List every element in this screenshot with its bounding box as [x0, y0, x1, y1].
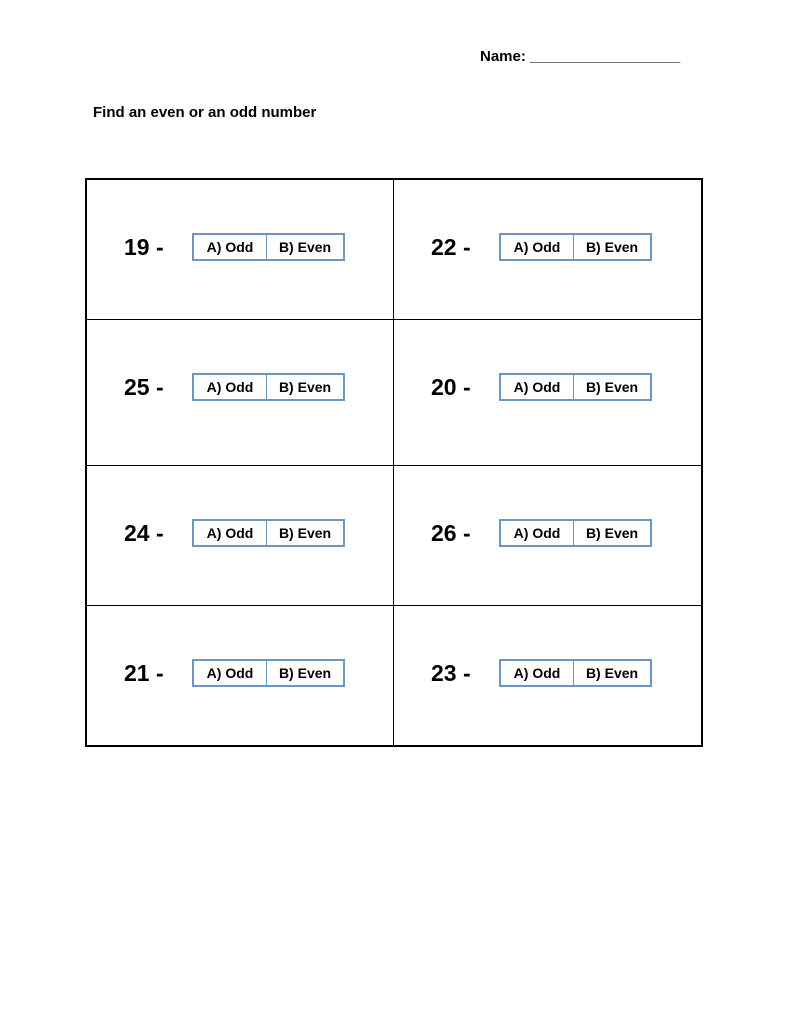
question-cell [394, 180, 701, 320]
answer-choices [192, 233, 345, 261]
option-even-button[interactable]: B) Even [585, 239, 639, 255]
option-odd-button[interactable]: A) Odd [194, 521, 267, 545]
answer-choices [499, 233, 652, 261]
option-even-button[interactable]: B) Even [585, 379, 639, 395]
question-cell [394, 466, 701, 606]
question [124, 659, 345, 687]
answer-choices [499, 373, 652, 401]
option-even-button[interactable]: B) Even [585, 665, 639, 681]
question [431, 659, 652, 687]
question-number: 21 - [124, 659, 164, 686]
instructions-heading: Find an even or an odd number [93, 104, 317, 121]
question [124, 373, 345, 401]
option-odd-button[interactable]: A) Odd [501, 521, 574, 545]
question [124, 519, 345, 547]
question [431, 233, 652, 261]
question-number: 20 - [431, 373, 471, 400]
question-number: 24 - [124, 519, 164, 546]
question-number: 22 - [431, 233, 471, 260]
option-odd-button[interactable]: A) Odd [194, 235, 267, 259]
question-cell [394, 606, 701, 745]
answer-choices [192, 519, 345, 547]
question-number: 19 - [124, 233, 164, 260]
option-even-button[interactable]: B) Even [278, 665, 332, 681]
option-odd-button[interactable]: A) Odd [194, 661, 267, 685]
question [124, 233, 345, 261]
question [431, 519, 652, 547]
question-grid [85, 178, 703, 747]
question-number: 23 - [431, 659, 471, 686]
option-odd-button[interactable]: A) Odd [501, 235, 574, 259]
answer-choices [499, 519, 652, 547]
option-even-button[interactable]: B) Even [585, 525, 639, 541]
question-number: 26 - [431, 519, 471, 546]
option-odd-button[interactable]: A) Odd [501, 661, 574, 685]
question-cell [87, 606, 394, 745]
option-odd-button[interactable]: A) Odd [501, 375, 574, 399]
question-cell [87, 466, 394, 606]
question-cell [87, 320, 394, 466]
answer-choices [499, 659, 652, 687]
question-number: 25 - [124, 373, 164, 400]
option-even-button[interactable]: B) Even [278, 379, 332, 395]
question [431, 373, 652, 401]
answer-choices [192, 373, 345, 401]
question-cell [394, 320, 701, 466]
answer-choices [192, 659, 345, 687]
name-label: Name: __________________ [480, 48, 681, 65]
question-cell [87, 180, 394, 320]
option-even-button[interactable]: B) Even [278, 525, 332, 541]
option-odd-button[interactable]: A) Odd [194, 375, 267, 399]
option-even-button[interactable]: B) Even [278, 239, 332, 255]
